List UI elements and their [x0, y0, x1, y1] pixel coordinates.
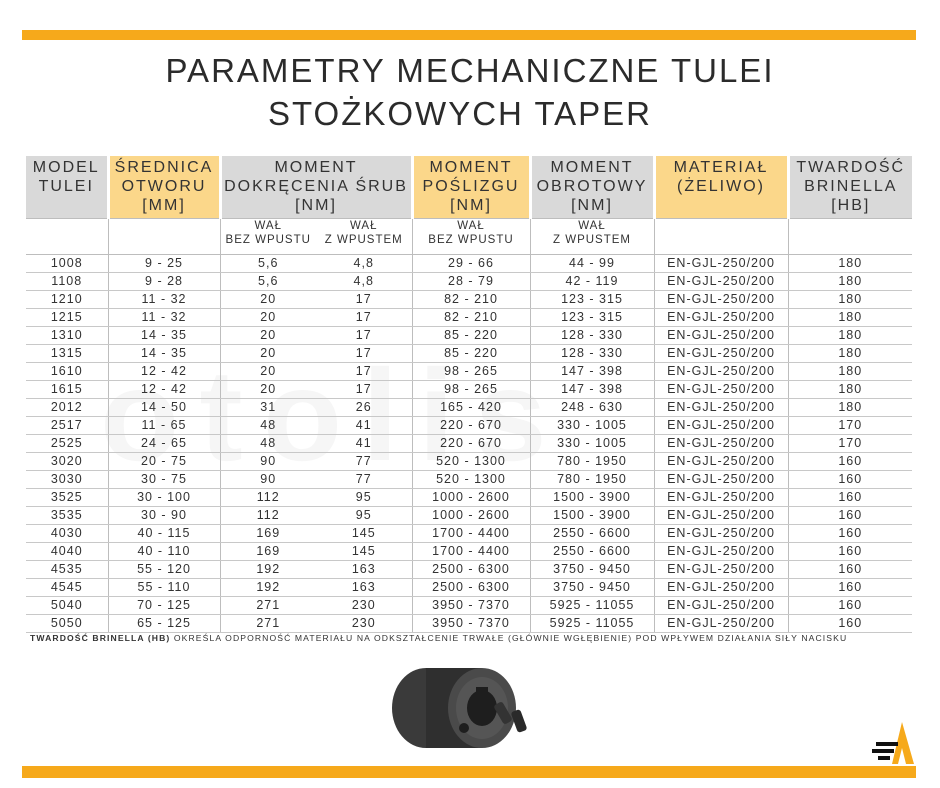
cell-model: 3525 [26, 488, 108, 506]
header-tightening: MOMENT DOKRĘCENIA ŚRUB [NM] [220, 156, 412, 218]
cell-hardness: 160 [788, 524, 912, 542]
page-title-line1: PARAMETRY MECHANICZNE TULEI [165, 52, 775, 89]
cell-hardness: 170 [788, 434, 912, 452]
cell-diameter: 14 - 35 [108, 344, 220, 362]
cell-hardness: 160 [788, 488, 912, 506]
cell-tight-key: 17 [355, 291, 372, 306]
cell-tightening [220, 308, 412, 326]
bottom-accent-bar [22, 766, 916, 778]
table-row [26, 416, 912, 434]
subheader-slip: WAŁ BEZ WPUSTU [412, 218, 530, 254]
cell-model: 1310 [26, 326, 108, 344]
cell-hardness: 170 [788, 416, 912, 434]
cell-diameter: 30 - 75 [108, 470, 220, 488]
table-row [26, 344, 912, 362]
cell-diameter: 30 - 90 [108, 506, 220, 524]
cell-tightening [220, 614, 412, 632]
header-diameter: ŚREDNICA OTWORU [MM] [108, 156, 220, 218]
cell-slip: 85 - 220 [412, 326, 530, 344]
cell-diameter: 14 - 50 [108, 398, 220, 416]
cell-torque: 42 - 119 [530, 272, 654, 290]
header-slip: MOMENT POŚLIZGU [NM] [412, 156, 530, 218]
cell-tight-key: 230 [351, 615, 376, 630]
cell-torque: 5925 - 11055 [530, 614, 654, 632]
subheader-tightening: WAŁ BEZ WPUSTU WAŁ Z WPUSTEM [220, 218, 412, 254]
cell-diameter: 11 - 32 [108, 308, 220, 326]
cell-tight-no-key: 20 [260, 291, 277, 306]
cell-tight-key: 26 [355, 399, 372, 414]
cell-torque: 3750 - 9450 [530, 578, 654, 596]
cell-tight-key: 17 [355, 309, 372, 324]
cell-slip: 2500 - 6300 [412, 560, 530, 578]
cell-tightening [220, 560, 412, 578]
cell-model: 3020 [26, 452, 108, 470]
cell-model: 5040 [26, 596, 108, 614]
cell-slip: 165 - 420 [412, 398, 530, 416]
cell-model: 1215 [26, 308, 108, 326]
cell-torque: 330 - 1005 [530, 416, 654, 434]
cell-material: EN-GJL-250/200 [654, 308, 788, 326]
cell-torque: 1500 - 3900 [530, 488, 654, 506]
cell-tight-no-key: 48 [260, 417, 277, 432]
cell-slip: 1700 - 4400 [412, 524, 530, 542]
subheader-empty [26, 218, 108, 254]
cell-torque: 123 - 315 [530, 290, 654, 308]
cell-tight-key: 4,8 [353, 255, 374, 270]
table-row [26, 362, 912, 380]
cell-hardness: 180 [788, 272, 912, 290]
cell-tight-no-key: 90 [260, 453, 277, 468]
cell-diameter: 55 - 120 [108, 560, 220, 578]
cell-model: 4545 [26, 578, 108, 596]
cell-model: 4040 [26, 542, 108, 560]
cell-tightening [220, 596, 412, 614]
cell-material: EN-GJL-250/200 [654, 272, 788, 290]
cell-hardness: 160 [788, 506, 912, 524]
table-row [26, 272, 912, 290]
cell-tight-key: 17 [355, 363, 372, 378]
cell-slip: 28 - 79 [412, 272, 530, 290]
cell-slip: 1000 - 2600 [412, 488, 530, 506]
cell-diameter: 40 - 110 [108, 542, 220, 560]
cell-tight-no-key: 169 [256, 543, 281, 558]
cell-material: EN-GJL-250/200 [654, 578, 788, 596]
cell-torque: 330 - 1005 [530, 434, 654, 452]
cell-hardness: 160 [788, 470, 912, 488]
table-row [26, 398, 912, 416]
page-title-line2: STOŻKOWYCH TAPER [267, 95, 653, 132]
cell-material: EN-GJL-250/200 [654, 452, 788, 470]
cell-diameter: 30 - 100 [108, 488, 220, 506]
cell-tightening [220, 452, 412, 470]
cell-diameter: 12 - 42 [108, 362, 220, 380]
cell-diameter: 9 - 25 [108, 254, 220, 272]
cell-model: 2012 [26, 398, 108, 416]
cell-model: 3535 [26, 506, 108, 524]
cell-material: EN-GJL-250/200 [654, 524, 788, 542]
cell-tight-key: 163 [351, 561, 376, 576]
cell-model: 4030 [26, 524, 108, 542]
cell-diameter: 20 - 75 [108, 452, 220, 470]
cell-diameter: 11 - 65 [108, 416, 220, 434]
subheader-empty [788, 218, 912, 254]
cell-tightening [220, 488, 412, 506]
cell-slip: 98 - 265 [412, 362, 530, 380]
cell-tight-no-key: 48 [260, 435, 277, 450]
cell-tightening [220, 254, 412, 272]
table-row [26, 614, 912, 632]
cell-model: 2525 [26, 434, 108, 452]
cell-slip: 82 - 210 [412, 308, 530, 326]
table-row [26, 470, 912, 488]
cell-tightening [220, 290, 412, 308]
table-row [26, 326, 912, 344]
cell-tight-key: 145 [351, 525, 376, 540]
cell-model: 2517 [26, 416, 108, 434]
cell-hardness: 160 [788, 614, 912, 632]
table-row [26, 542, 912, 560]
cell-tight-no-key: 20 [260, 345, 277, 360]
cell-material: EN-GJL-250/200 [654, 470, 788, 488]
cell-material: EN-GJL-250/200 [654, 542, 788, 560]
cell-tightening [220, 578, 412, 596]
cell-tightening [220, 362, 412, 380]
cell-hardness: 180 [788, 308, 912, 326]
cell-slip: 520 - 1300 [412, 470, 530, 488]
cell-material: EN-GJL-250/200 [654, 488, 788, 506]
cell-material: EN-GJL-250/200 [654, 254, 788, 272]
cell-torque: 5925 - 11055 [530, 596, 654, 614]
cell-tight-no-key: 90 [260, 471, 277, 486]
cell-tight-no-key: 112 [256, 507, 280, 522]
cell-tight-no-key: 169 [256, 525, 281, 540]
subheader-torque: WAŁ Z WPUSTEM [530, 218, 654, 254]
cell-torque: 147 - 398 [530, 362, 654, 380]
cell-tightening [220, 470, 412, 488]
cell-tight-no-key: 192 [256, 579, 281, 594]
cell-diameter: 24 - 65 [108, 434, 220, 452]
cell-model: 1108 [26, 272, 108, 290]
subheader-empty [108, 218, 220, 254]
cell-slip: 1700 - 4400 [412, 542, 530, 560]
cell-torque: 147 - 398 [530, 380, 654, 398]
cell-diameter: 55 - 110 [108, 578, 220, 596]
cell-material: EN-GJL-250/200 [654, 362, 788, 380]
cell-tight-no-key: 20 [260, 363, 277, 378]
cell-hardness: 180 [788, 344, 912, 362]
cell-torque: 780 - 1950 [530, 452, 654, 470]
cell-tight-key: 4,8 [353, 273, 374, 288]
cell-diameter: 40 - 115 [108, 524, 220, 542]
cell-torque: 128 - 330 [530, 326, 654, 344]
cell-material: EN-GJL-250/200 [654, 380, 788, 398]
cell-tight-no-key: 5,6 [258, 273, 279, 288]
table-row [26, 506, 912, 524]
table-row [26, 434, 912, 452]
brand-logo-icon [872, 720, 916, 766]
cell-tightening [220, 506, 412, 524]
cell-hardness: 180 [788, 398, 912, 416]
cell-diameter: 12 - 42 [108, 380, 220, 398]
cell-model: 1210 [26, 290, 108, 308]
cell-slip: 29 - 66 [412, 254, 530, 272]
cell-tightening [220, 524, 412, 542]
cell-slip: 220 - 670 [412, 434, 530, 452]
cell-tight-no-key: 5,6 [258, 255, 279, 270]
cell-tight-no-key: 192 [256, 561, 281, 576]
cell-material: EN-GJL-250/200 [654, 290, 788, 308]
cell-torque: 123 - 315 [530, 308, 654, 326]
table-row [26, 290, 912, 308]
cell-hardness: 160 [788, 452, 912, 470]
cell-torque: 3750 - 9450 [530, 560, 654, 578]
cell-slip: 82 - 210 [412, 290, 530, 308]
cell-slip: 2500 - 6300 [412, 578, 530, 596]
header-model: MODEL TULEI [26, 156, 108, 218]
cell-material: EN-GJL-250/200 [654, 434, 788, 452]
cell-material: EN-GJL-250/200 [654, 560, 788, 578]
cell-torque: 2550 - 6600 [530, 524, 654, 542]
table-row [26, 596, 912, 614]
table-row [26, 560, 912, 578]
cell-model: 1008 [26, 254, 108, 272]
cell-slip: 220 - 670 [412, 416, 530, 434]
cell-material: EN-GJL-250/200 [654, 596, 788, 614]
cell-slip: 98 - 265 [412, 380, 530, 398]
cell-slip: 3950 - 7370 [412, 614, 530, 632]
cell-tight-no-key: 31 [260, 399, 277, 414]
cell-torque: 44 - 99 [530, 254, 654, 272]
table-row [26, 308, 912, 326]
cell-tight-no-key: 20 [260, 309, 277, 324]
cell-tightening [220, 434, 412, 452]
cell-tight-no-key: 271 [256, 597, 281, 612]
footnote: TWARDOŚĆ BRINELLA (HB) OKREŚLA ODPORNOŚĆ MATERIAŁU NA ODKSZTAŁCENIE TRWAŁE (GŁÓWNIE WGŁĘBIENIE) POD WPŁYWEM DZIAŁANIA SIŁY NACISKU [30, 633, 848, 643]
cell-tight-key: 230 [351, 597, 376, 612]
cell-model: 1610 [26, 362, 108, 380]
cell-torque: 128 - 330 [530, 344, 654, 362]
cell-tightening [220, 416, 412, 434]
cell-tightening [220, 542, 412, 560]
cell-slip: 1000 - 2600 [412, 506, 530, 524]
cell-tight-key: 145 [351, 543, 376, 558]
cell-diameter: 65 - 125 [108, 614, 220, 632]
cell-tightening [220, 326, 412, 344]
cell-hardness: 180 [788, 326, 912, 344]
table-row [26, 452, 912, 470]
cell-torque: 2550 - 6600 [530, 542, 654, 560]
cell-tight-key: 17 [355, 345, 372, 360]
cell-tight-no-key: 20 [260, 381, 277, 396]
cell-diameter: 14 - 35 [108, 326, 220, 344]
taper-bush-table [26, 156, 912, 633]
table-row [26, 578, 912, 596]
taper-bush-image [388, 660, 538, 760]
subheader-empty [654, 218, 788, 254]
cell-tight-no-key: 112 [256, 489, 280, 504]
cell-hardness: 180 [788, 362, 912, 380]
cell-tight-no-key: 271 [256, 615, 281, 630]
table-row [26, 380, 912, 398]
header-hardness: TWARDOŚĆ BRINELLA [HB] [788, 156, 912, 218]
cell-material: EN-GJL-250/200 [654, 326, 788, 344]
cell-model: 3030 [26, 470, 108, 488]
cell-hardness: 180 [788, 290, 912, 308]
cell-hardness: 180 [788, 254, 912, 272]
cell-tight-key: 41 [355, 435, 372, 450]
table-row [26, 254, 912, 272]
cell-tight-key: 163 [351, 579, 376, 594]
cell-tight-key: 17 [355, 327, 372, 342]
cell-torque: 1500 - 3900 [530, 506, 654, 524]
cell-hardness: 160 [788, 596, 912, 614]
cell-model: 4535 [26, 560, 108, 578]
cell-tightening [220, 380, 412, 398]
cell-tight-key: 95 [355, 507, 372, 522]
cell-material: EN-GJL-250/200 [654, 416, 788, 434]
cell-hardness: 160 [788, 578, 912, 596]
cell-tightening [220, 272, 412, 290]
top-accent-bar [22, 30, 916, 40]
cell-hardness: 160 [788, 560, 912, 578]
cell-tight-key: 77 [355, 453, 372, 468]
cell-tightening [220, 344, 412, 362]
header-material: MATERIAŁ (ŻELIWO) [654, 156, 788, 218]
cell-material: EN-GJL-250/200 [654, 614, 788, 632]
cell-slip: 520 - 1300 [412, 452, 530, 470]
cell-torque: 248 - 630 [530, 398, 654, 416]
cell-material: EN-GJL-250/200 [654, 344, 788, 362]
table-row [26, 524, 912, 542]
cell-hardness: 160 [788, 542, 912, 560]
cell-slip: 85 - 220 [412, 344, 530, 362]
cell-diameter: 70 - 125 [108, 596, 220, 614]
cell-tight-key: 77 [355, 471, 372, 486]
cell-model: 1315 [26, 344, 108, 362]
cell-tight-key: 41 [355, 417, 372, 432]
cell-tight-key: 95 [355, 489, 372, 504]
cell-model: 1615 [26, 380, 108, 398]
cell-slip: 3950 - 7370 [412, 596, 530, 614]
cell-tightening [220, 398, 412, 416]
cell-diameter: 11 - 32 [108, 290, 220, 308]
cell-tight-key: 17 [355, 381, 372, 396]
table-row [26, 488, 912, 506]
cell-tight-no-key: 20 [260, 327, 277, 342]
cell-model: 5050 [26, 614, 108, 632]
cell-material: EN-GJL-250/200 [654, 506, 788, 524]
cell-material: EN-GJL-250/200 [654, 398, 788, 416]
cell-hardness: 180 [788, 380, 912, 398]
cell-diameter: 9 - 28 [108, 272, 220, 290]
header-torque: MOMENT OBROTOWY [NM] [530, 156, 654, 218]
cell-torque: 780 - 1950 [530, 470, 654, 488]
